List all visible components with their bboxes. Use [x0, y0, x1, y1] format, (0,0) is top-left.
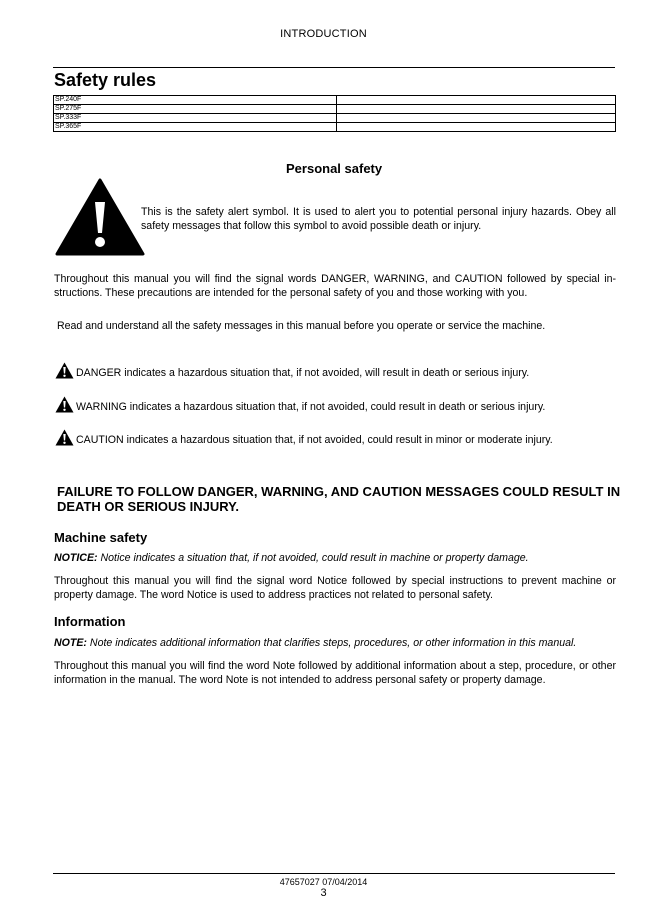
warning-message	[55, 396, 617, 413]
empty-cell	[337, 114, 616, 123]
model-applicability-table	[53, 95, 616, 132]
alert-symbol-description: This is the safety alert symbol. It is used to alert you to potential personal injury hazards. Obey all safety messages that follow this symbol to avoid possible death or injury.	[141, 206, 616, 232]
section-title-personal-safety: Personal safety	[286, 161, 383, 176]
table-row	[54, 105, 616, 114]
empty-cell	[337, 123, 616, 132]
footer-divider	[53, 873, 615, 874]
danger-message	[55, 362, 617, 379]
note-line	[54, 637, 616, 649]
note-paragraph: Throughout this manual you will find the word Note followed by additional information about a step, procedure, or other information in the manual. The word Note is not intended to address personal safety or property damage.	[54, 660, 616, 686]
safety-alert-icon	[55, 396, 74, 413]
model-cell: SP.365F	[54, 123, 337, 132]
caution-message	[55, 429, 617, 446]
notice-label: NOTICE:	[54, 552, 98, 564]
table-row	[54, 114, 616, 123]
safety-alert-icon	[55, 178, 145, 256]
failure-warning: FAILURE TO FOLLOW DANGER, WARNING, AND CAUTION MESSAGES COULD RESULT IN DEATH OR SERIOUS INJURY.	[57, 484, 621, 514]
empty-cell	[337, 105, 616, 114]
model-cell: SP.333F	[54, 114, 337, 123]
section-title-information: Information	[54, 614, 126, 629]
table-row	[54, 123, 616, 132]
safety-alert-icon	[55, 429, 74, 446]
model-cell: SP.275F	[54, 105, 337, 114]
empty-cell	[337, 96, 616, 105]
safety-alert-icon	[55, 362, 74, 379]
notice-line	[54, 552, 616, 564]
danger-text: DANGER indicates a hazardous situation that, if not avoided, will result in death or serious injury.	[76, 367, 530, 379]
model-cell: SP.240F	[54, 96, 337, 105]
table-row	[54, 96, 616, 105]
note-label: NOTE:	[54, 637, 87, 649]
document-code: 47657027 07/04/2014	[279, 877, 368, 887]
page-number: 3	[320, 887, 327, 899]
read-understand-paragraph: Read and understand all the safety messages in this manual before you operate or service the machine.	[57, 320, 546, 332]
caution-text: CAUTION indicates a hazardous situation that, if not avoided, could result in minor or moderate injury.	[76, 434, 553, 446]
section-title-machine-safety: Machine safety	[54, 530, 148, 545]
signal-words-paragraph: Throughout this manual you will find the signal words DANGER, WARNING, and CAUTION followed by special in-structions. These precautions are intended for the personal safety of you and those working with you.	[54, 273, 616, 299]
warning-text: WARNING indicates a hazardous situation that, if not avoided, could result in death or serious injury.	[76, 401, 546, 413]
running-header: INTRODUCTION	[280, 28, 367, 40]
header-divider	[53, 67, 615, 68]
note-text: Note indicates additional information that clarifies steps, procedures, or other information in this manual.	[86, 637, 577, 649]
notice-text: Notice indicates a situation that, if not avoided, could result in machine or property damage.	[97, 552, 529, 564]
notice-paragraph: Throughout this manual you will find the signal word Notice followed by special instructions to prevent machine or property damage. The word Notice is used to address practices not related to personal safety.	[54, 575, 616, 601]
page-title: Safety rules	[54, 70, 157, 90]
